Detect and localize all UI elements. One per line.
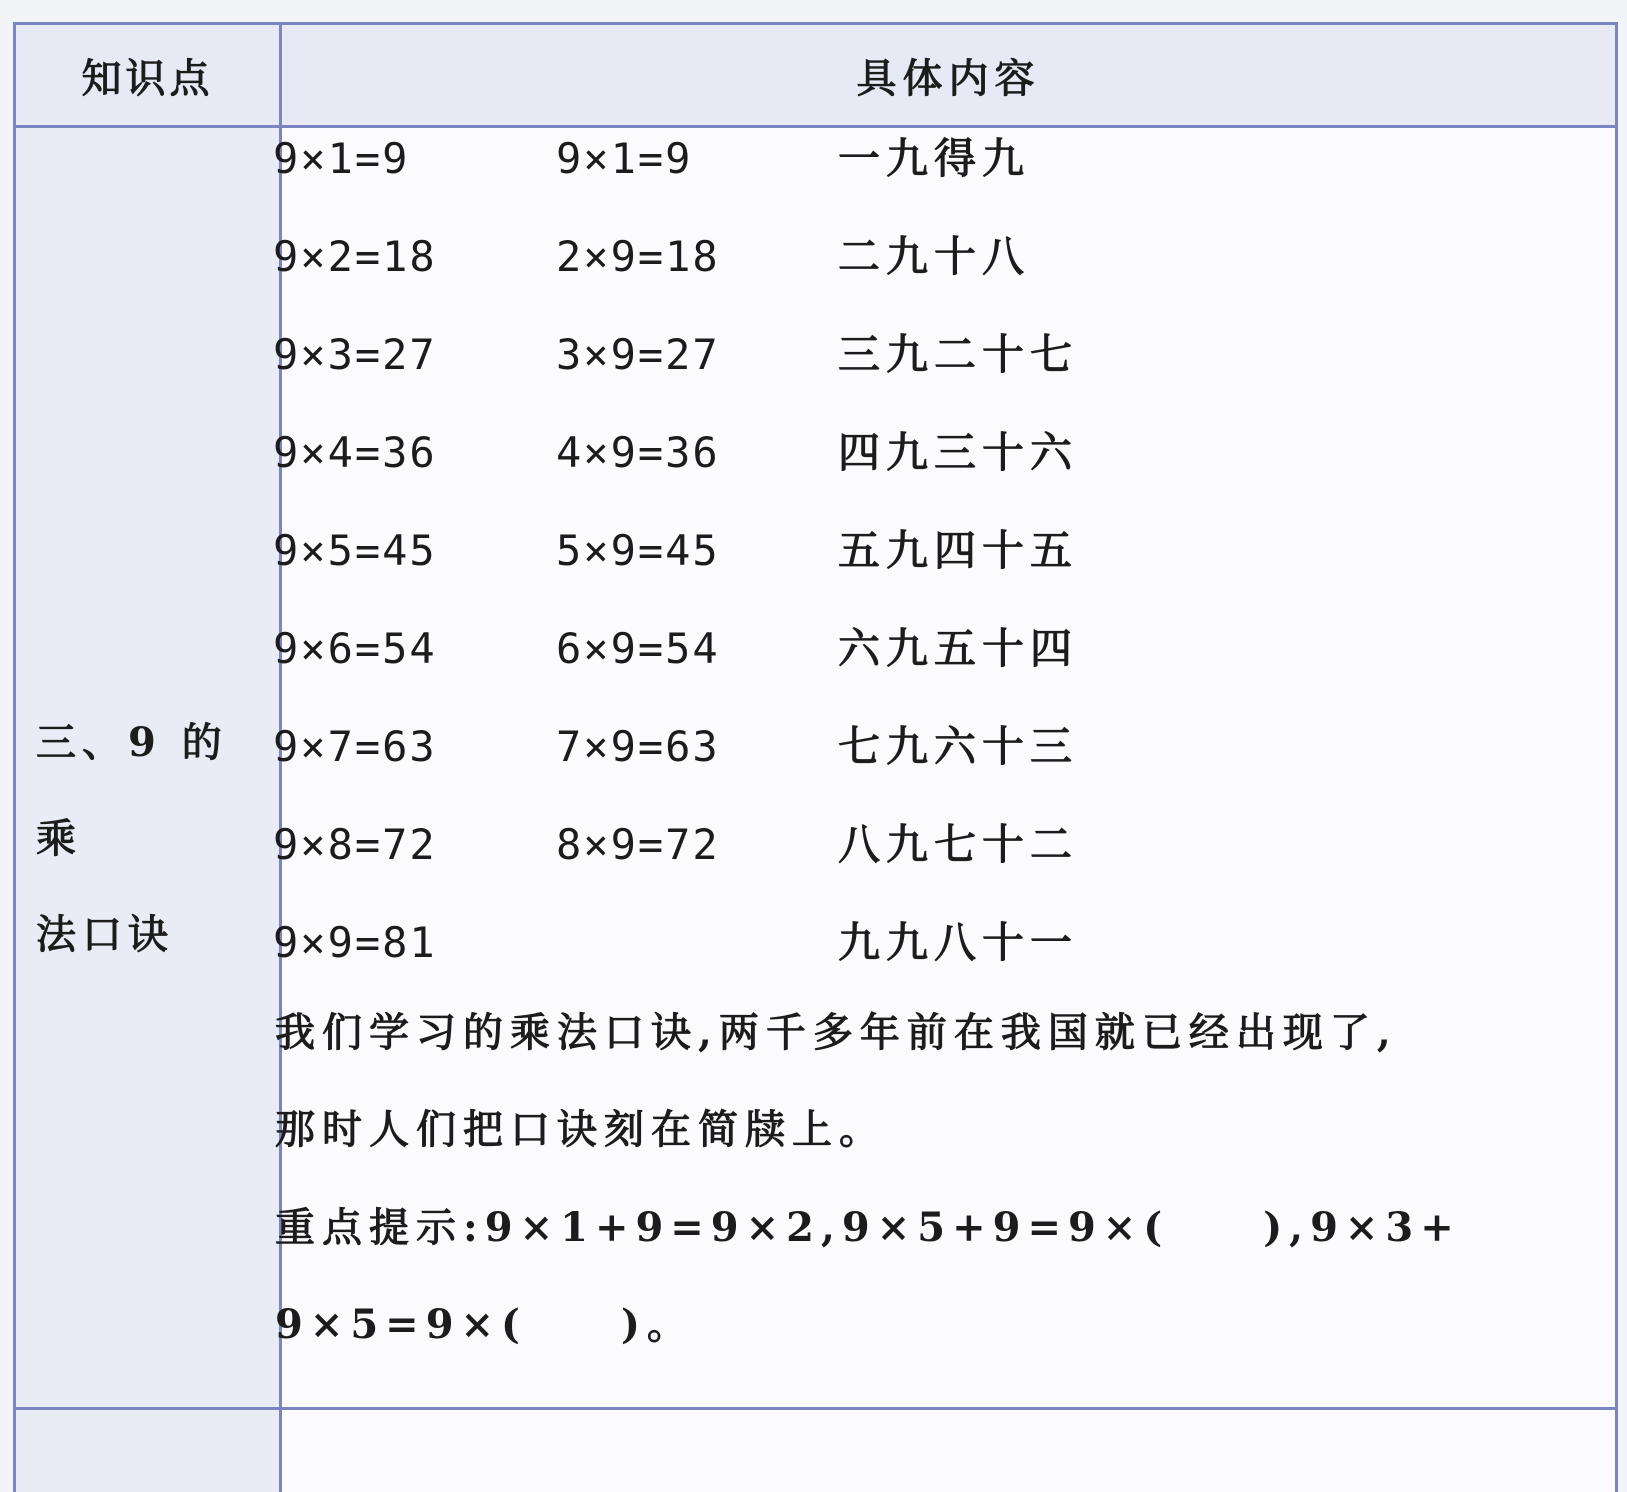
multiplication-row: [273, 402, 1273, 500]
equation: 9×4=36: [273, 428, 437, 477]
equation-commuted: 5×9=45: [556, 526, 720, 575]
rhyme: 六九五十四: [838, 624, 1079, 673]
equation: 9×5=45: [273, 526, 437, 575]
topic-line-2: 法口诀: [36, 911, 174, 958]
multiplication-row: [273, 500, 1273, 598]
equation-commuted: 4×9=36: [556, 428, 720, 477]
rhyme: 二九十八: [838, 232, 1031, 281]
equation-commuted: 3×9=27: [556, 330, 720, 379]
header-content: 具体内容: [856, 54, 1041, 102]
key-tip-line-2: 9×5=9×( )。: [275, 1301, 694, 1348]
rhyme: 五九四十五: [838, 526, 1079, 575]
equation: 9×8=72: [273, 820, 437, 869]
key-tip-line-1: 重点提示:9×1+9=9×2,9×5+9=9×( ),9×3+: [275, 1204, 1461, 1251]
equation-commuted: 9×1=9: [556, 134, 693, 183]
history-note-line-1: 我们学习的乘法口诀,两千多年前在我国就已经出现了,: [275, 1009, 1398, 1056]
rhyme: 四九三十六: [838, 428, 1079, 477]
equation: 9×6=54: [273, 624, 437, 673]
topic-line-1: 三、9 的乘: [36, 719, 228, 862]
rhyme: 三九二十七: [838, 330, 1079, 379]
equation-commuted: 8×9=72: [556, 820, 720, 869]
multiplication-row: [273, 892, 1273, 990]
topic-cell: [36, 695, 266, 983]
rhyme: 一九得九: [838, 134, 1031, 183]
equation: 9×2=18: [273, 232, 437, 281]
history-note-line-2: 那时人们把口诀刻在简牍上。: [275, 1106, 886, 1153]
rhyme: 九九八十一: [838, 918, 1079, 967]
multiplication-row: [273, 108, 1273, 206]
multiplication-row: [273, 206, 1273, 304]
equation-commuted: 2×9=18: [556, 232, 720, 281]
equation: 9×3=27: [273, 330, 437, 379]
equation: 9×9=81: [273, 918, 437, 967]
multiplication-row: [273, 696, 1273, 794]
multiplication-row: [273, 794, 1273, 892]
equation: 9×7=63: [273, 722, 437, 771]
rhyme: 八九七十二: [838, 820, 1079, 869]
multiplication-list: [273, 108, 1273, 990]
equation-commuted: 7×9=63: [556, 722, 720, 771]
multiplication-row: [273, 304, 1273, 402]
equation: 9×1=9: [273, 134, 410, 183]
row-divider: [16, 1407, 1615, 1410]
header-knowledge-point: 知识点: [81, 54, 214, 102]
multiplication-row: [273, 598, 1273, 696]
equation-commuted: 6×9=54: [556, 624, 720, 673]
rhyme: 七九六十三: [838, 722, 1079, 771]
